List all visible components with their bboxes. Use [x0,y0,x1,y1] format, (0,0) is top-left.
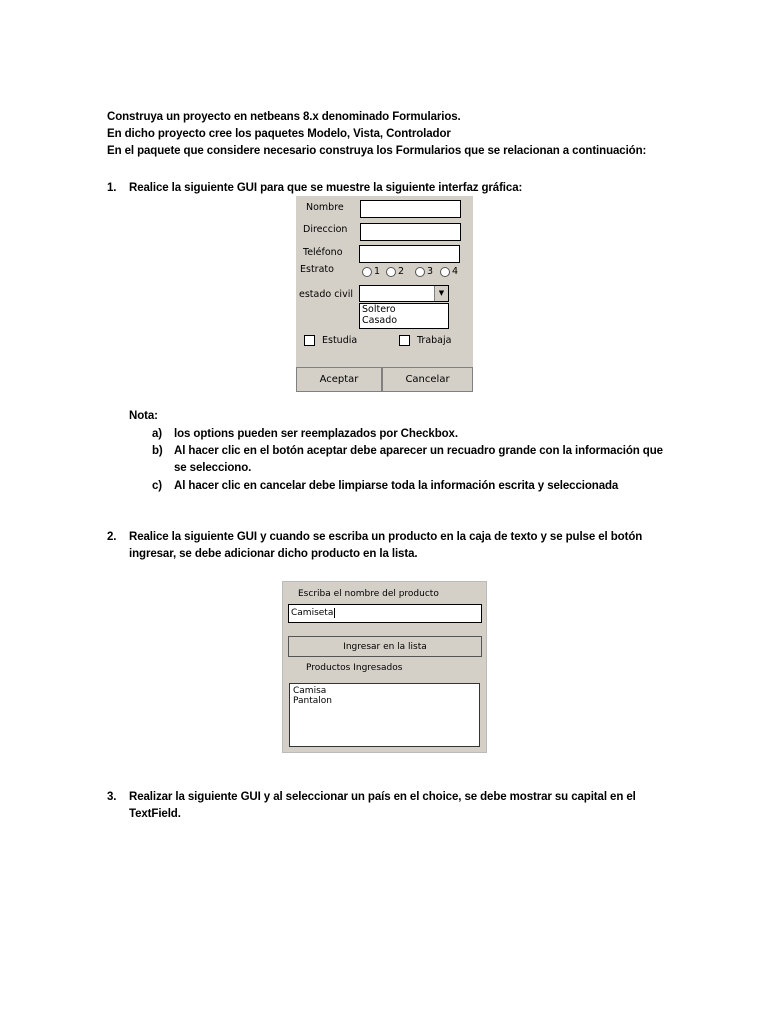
aceptar-button[interactable]: Aceptar [296,367,382,392]
question-2-number: 2. [107,531,117,543]
estudia-label: Estudia [322,335,358,346]
checkbox-icon [304,335,315,346]
radio-circle-icon [386,267,396,277]
radio-label: 1 [374,266,381,277]
nota-item-label: b) [152,445,163,457]
estado-civil-combo[interactable] [359,285,449,302]
question-1-number: 1. [107,182,117,194]
trabaja-checkbox[interactable] [399,335,451,346]
telefono-label: Teléfono [303,247,343,258]
nota-title: Nota: [129,410,158,422]
estrato-radio-4[interactable] [440,266,458,277]
radio-circle-icon [440,267,450,277]
chevron-down-icon[interactable]: ▼ [434,286,448,301]
producto-input[interactable] [288,604,482,623]
radio-circle-icon [362,267,372,277]
nota-item-c [152,478,619,495]
producto-label: Escriba el nombre del producto [298,589,439,599]
radio-circle-icon [415,267,425,277]
intro-line-3: En el paquete que considere necesario construya los Formularios que se relacionan a continuación: [107,145,647,157]
intro-line-2: En dicho proyecto cree los paquetes Modelo, Vista, Controlador [107,128,451,140]
trabaja-label: Trabaja [417,335,452,346]
nota-item-text: Al hacer clic en cancelar debe limpiarse toda la información escrita y seleccionada [174,480,619,492]
estrato-radio-2[interactable] [386,266,404,277]
radio-label: 2 [398,266,405,277]
list-item[interactable]: Pantalon [293,696,332,706]
estudia-checkbox[interactable] [304,335,357,346]
nota-item-label: a) [152,428,163,440]
nota-item-label: c) [152,480,163,492]
radio-label: 3 [427,266,434,277]
nota-item-text: Al hacer clic en el botón aceptar debe aparecer un recuadro grande con la información que se selecciono. [174,445,663,474]
radio-label: 4 [452,266,459,277]
checkbox-icon [399,335,410,346]
estado-civil-dropdown [359,303,449,329]
option-casado[interactable]: Casado [362,315,398,326]
nombre-input[interactable] [360,200,461,218]
question-3-number: 3. [107,791,117,803]
nota-item-b [152,443,663,474]
list-item[interactable]: Camisa [293,686,327,696]
estrato-radio-3[interactable] [415,266,433,277]
form-1-gui [296,196,473,392]
telefono-input[interactable] [359,245,460,263]
nombre-label: Nombre [306,202,344,213]
ingresar-button[interactable]: Ingresar en la lista [288,636,482,657]
producto-input-value: Camiseta [291,608,334,618]
nota-item-text: los options pueden ser reemplazados por Checkbox. [174,428,458,440]
question-1-text: Realice la siguiente GUI para que se muestre la siguiente interfaz gráfica: [129,182,523,194]
estrato-label: Estrato [300,264,334,275]
cancelar-button[interactable]: Cancelar [382,367,473,392]
question-2-text: Realice la siguiente GUI y cuando se escriba un producto en la caja de texto y se pulse el botón ingresar, se debe adicionar dicho producto en la lista. [129,531,643,560]
nota-item-a [152,426,458,443]
form-2-gui [282,581,487,753]
text-cursor [334,608,335,618]
intro-text [107,109,707,160]
estrato-radio-1[interactable] [362,266,380,277]
direccion-input[interactable] [360,223,461,241]
intro-line-1: Construya un proyecto en netbeans 8.x denominado Formularios. [107,111,461,123]
estado-civil-label: estado civil [299,289,353,300]
option-soltero[interactable]: Soltero [362,304,396,315]
productos-list[interactable] [289,683,480,747]
direccion-label: Direccion [303,224,348,235]
question-3-text: Realizar la siguiente GUI y al seleccionar un país en el choice, se debe mostrar su capital en el TextField. [129,791,636,820]
productos-label: Productos Ingresados [306,663,403,673]
